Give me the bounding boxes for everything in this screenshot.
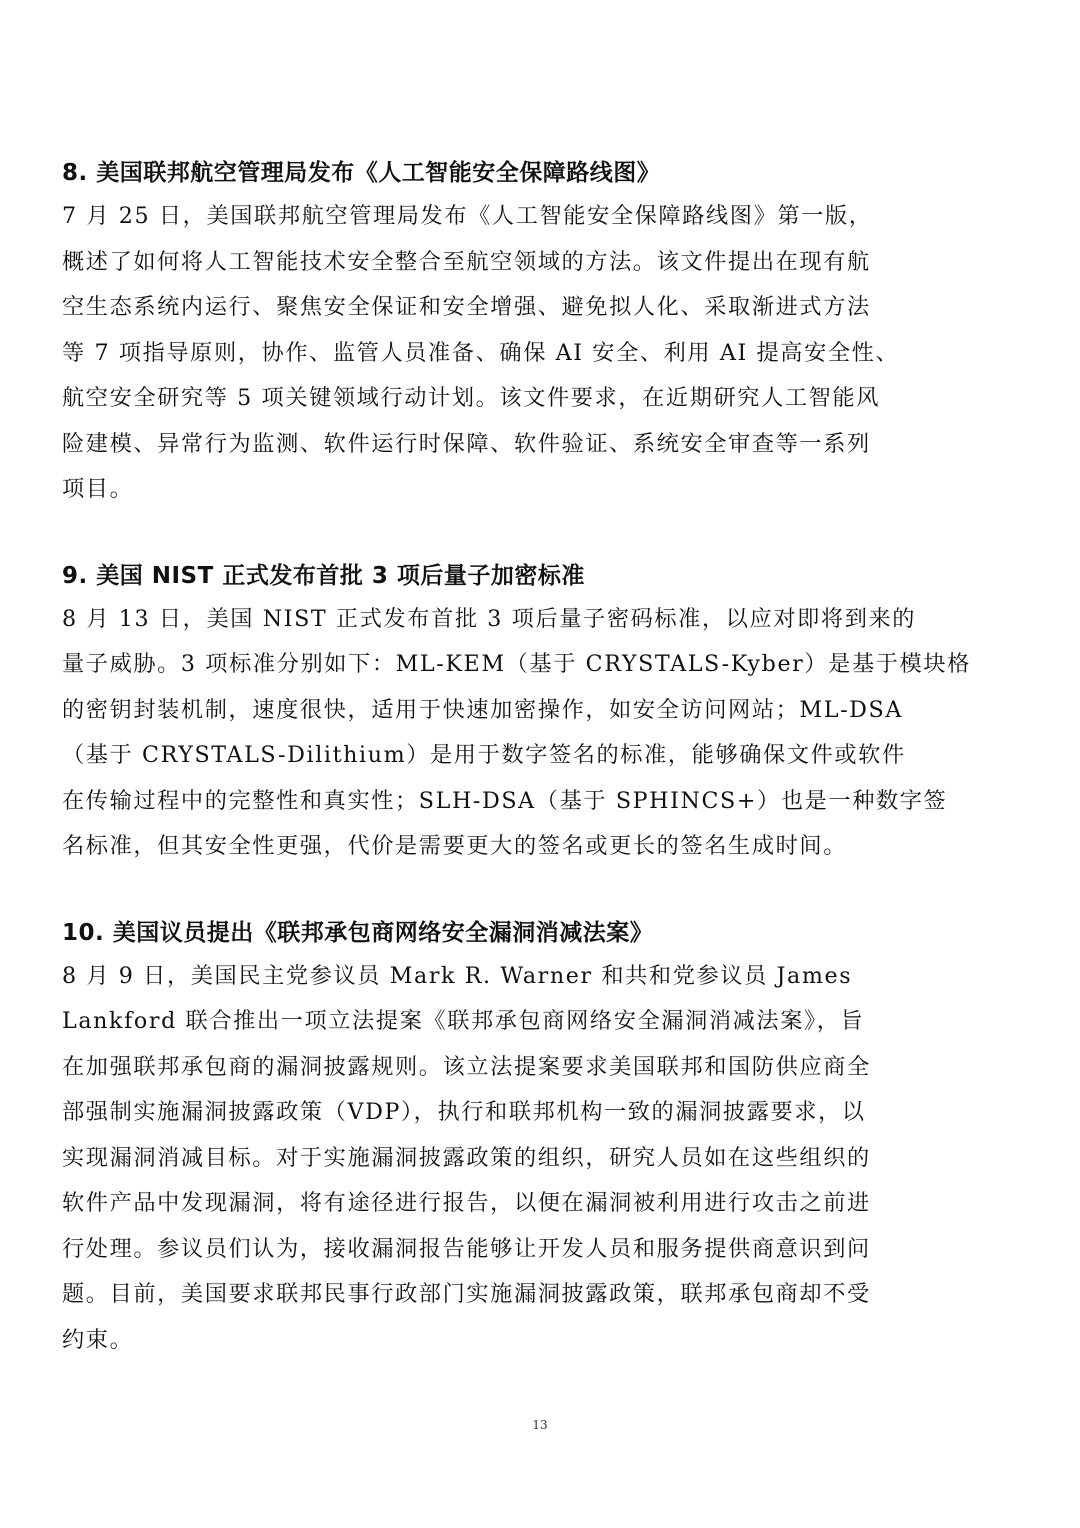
section-heading: 8. 美国联邦航空管理局发布《人工智能安全保障路线图》 (62, 160, 661, 186)
paragraph-line: 软件产品中发现漏洞，将有途径进行报告，以便在漏洞被利用进行攻击之前进 (62, 1190, 871, 1216)
paragraph-line: 实现漏洞消减目标。对于实施漏洞披露政策的组织，研究人员如在这些组织的 (62, 1144, 871, 1171)
paragraph-line: Lankford 联合推出一项立法提案《联邦承包商网络安全漏洞消减法案》，旨 (62, 1008, 865, 1034)
news-item-10 (62, 912, 992, 1364)
paragraph-line: （基于 CRYSTALS-Dilithium）是用于数字签名的标准，能够确保文件或软件 (62, 742, 906, 768)
paragraph-line: 7 月 25 日，美国联邦航空管理局发布《人工智能安全保障路线图》第一版， (62, 203, 873, 229)
section-paragraph (62, 194, 992, 513)
news-item-9 (62, 555, 992, 870)
document-page (62, 152, 992, 1363)
paragraph-line: 题。目前，美国要求联邦民事行政部门实施漏洞披露政策，联邦承包商却不受 (62, 1281, 871, 1307)
paragraph-line: 行处理。参议员们认为，接收漏洞报告能够让开发人员和服务提供商意识到问 (62, 1235, 871, 1262)
page-number: 13 (532, 1418, 548, 1432)
paragraph-line: 项目。 (62, 476, 134, 502)
paragraph-line: 在传输过程中的完整性和真实性；SLH-DSA（基于 SPHINCS+）也是一种数字签 (62, 787, 948, 814)
paragraph-line: 量子威胁。3 项标准分别如下：ML-KEM（基于 CRYSTALS-Kyber）是基于模块格 (62, 651, 971, 677)
paragraph-line: 在加强联邦承包商的漏洞披露规则。该立法提案要求美国联邦和国防供应商全 (62, 1053, 871, 1080)
paragraph-line: 概述了如何将人工智能技术安全整合至航空领域的方法。该文件提出在现有航 (62, 248, 871, 275)
paragraph-line: 的密钥封装机制，速度很快，适用于快速加密操作，如安全访问网站；ML-DSA (62, 696, 903, 723)
section-heading: 9. 美国 NIST 正式发布首批 3 项后量子加密标准 (62, 562, 585, 589)
paragraph-line: 空生态系统内运行、聚焦安全保证和安全增强、避免拟人化、采取渐进式方法 (62, 294, 871, 320)
paragraph-line: 险建模、异常行为监测、软件运行时保障、软件验证、系统安全审查等一系列 (62, 430, 871, 457)
section-paragraph (62, 597, 992, 870)
paragraph-line: 部强制实施漏洞披露政策（VDP），执行和联邦机构一致的漏洞披露要求，以 (62, 1099, 866, 1125)
section-paragraph (62, 954, 992, 1364)
paragraph-line: 8 月 9 日，美国民主党参议员 Mark R. Warner 和共和党参议员 James (62, 962, 853, 989)
paragraph-line: 8 月 13 日，美国 NIST 正式发布首批 3 项后量子密码标准，以应对即将到来的 (62, 605, 917, 632)
paragraph-line: 等 7 项指导原则，协作、监管人员准备、确保 AI 安全、利用 AI 提高安全性、 (62, 339, 900, 366)
paragraph-line: 航空安全研究等 5 项关键领域行动计划。该文件要求，在近期研究人工智能风 (62, 385, 881, 411)
paragraph-line: 约束。 (62, 1326, 134, 1353)
news-item-8 (62, 152, 992, 513)
section-heading: 10. 美国议员提出《联邦承包商网络安全漏洞消减法案》 (62, 919, 654, 946)
paragraph-line: 名标准，但其安全性更强，代价是需要更大的签名或更长的签名生成时间。 (62, 833, 847, 859)
